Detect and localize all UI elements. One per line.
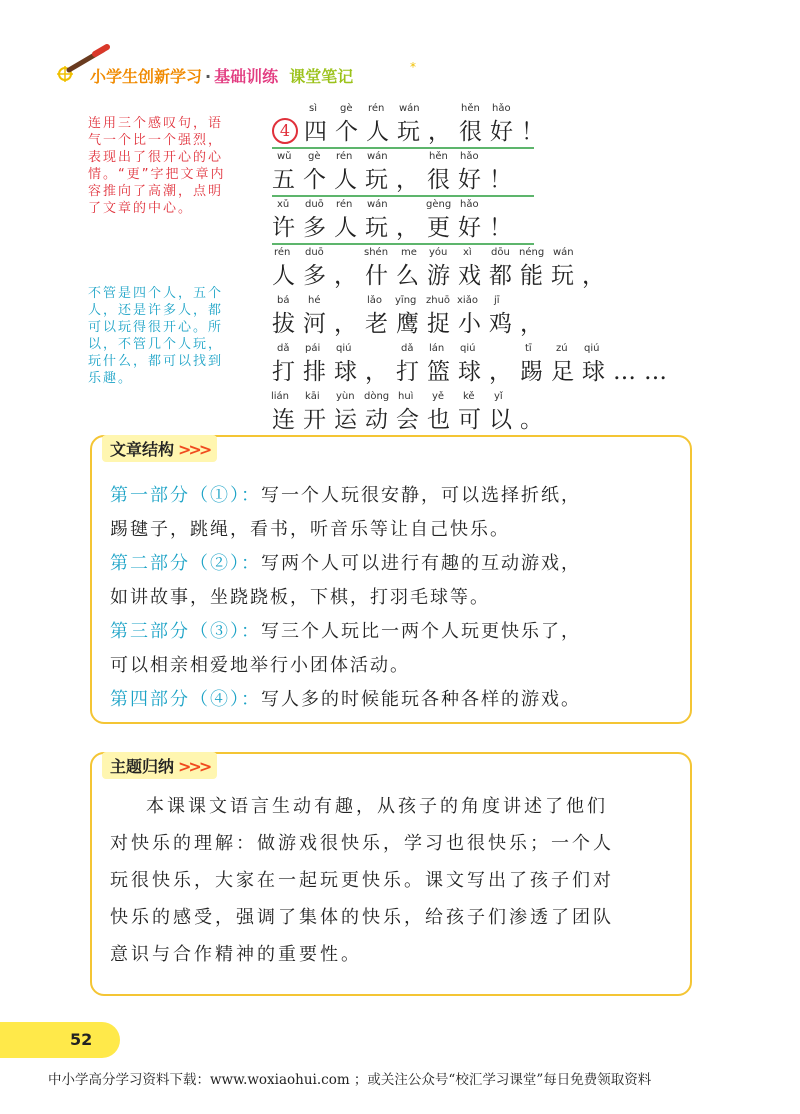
pinyin-syllable: qiú (460, 343, 476, 354)
poem-text (272, 309, 692, 339)
pinyin-syllable: kāi (305, 391, 320, 402)
header-star: * (410, 60, 416, 74)
theme-line: 意识与合作精神的重要性。 (110, 944, 362, 965)
pinyin-syllable: rén (368, 103, 385, 114)
underline (272, 195, 534, 197)
poem-line (272, 343, 692, 387)
poem-line (272, 151, 692, 195)
poem-text (272, 261, 692, 291)
margin-note-blue: 不管是四个人，五个人，还是许多人，都可以玩得很开心。所以，不管几个人玩，玩什么，都可以找到乐趣。 (88, 286, 224, 386)
pinyin-syllable: xì (463, 247, 472, 258)
pinyin-row (272, 151, 692, 165)
underline (272, 243, 534, 245)
pinyin-row (272, 103, 692, 117)
pinyin-syllable: duō (305, 199, 324, 210)
poem-line-text: 四个人玩，很好！ (304, 119, 552, 145)
part-label: 第二部分（②）： (110, 553, 261, 574)
pinyin-syllable: zhuō (426, 295, 451, 306)
part-text: 如讲故事，坐跷跷板，下棋，打羽毛球等。 (110, 587, 490, 608)
theme-line: 玩很快乐，大家在一起玩更快乐。课文写出了孩子们对 (110, 870, 614, 891)
structure-label (102, 435, 217, 462)
pinyin-syllable: hěn (461, 103, 480, 114)
pinyin-syllable: bá (277, 295, 290, 306)
poem-line-text: 许多人玩，更好！ (272, 215, 520, 241)
pinyin-syllable: wán (399, 103, 420, 114)
pinyin-syllable: tī (525, 343, 532, 354)
part-label: 第一部分（①）： (110, 485, 261, 506)
chevrons-icon: >>> (178, 757, 210, 776)
pinyin-syllable: wán (367, 151, 388, 162)
part-label: 第三部分（③）： (110, 621, 261, 642)
header-title-part2: 基础训练 (214, 67, 279, 86)
header-title-part3: 课堂笔记 (289, 67, 354, 86)
pinyin-syllable: dǎ (277, 343, 290, 354)
pinyin-syllable: qiú (336, 343, 352, 354)
pinyin-syllable: néng (519, 247, 545, 258)
pinyin-syllable: me (401, 247, 417, 258)
underline (272, 147, 534, 149)
theme-box (90, 752, 692, 996)
pinyin-syllable: rén (274, 247, 291, 258)
poem-line (272, 247, 692, 291)
pinyin-syllable: huì (398, 391, 414, 402)
pinyin-syllable: yóu (429, 247, 448, 258)
poem-line-text: 连开运动会也可以。 (272, 407, 551, 433)
margin-note-red: 连用三个感叹句，语气一个比一个强烈，表现出了很开心的心情。“更”字把文章内容推向了高潮，点明了文章的中心。 (88, 116, 226, 216)
pinyin-syllable: yùn (336, 391, 355, 402)
poem-line (272, 391, 692, 435)
theme-line: 对快乐的理解：做游戏很快乐，学习也很快乐；一个人 (110, 833, 614, 854)
pinyin-syllable: dōu (491, 247, 510, 258)
pinyin-syllable: lián (271, 391, 290, 402)
structure-line (110, 583, 490, 609)
theme-label (102, 752, 217, 779)
pinyin-syllable: wǔ (277, 151, 292, 162)
part-text: 踢毽子，跳绳，看书，听音乐等让自己快乐。 (110, 519, 510, 540)
pinyin-syllable: gè (340, 103, 353, 114)
structure-line (110, 617, 581, 643)
structure-line (110, 549, 581, 575)
pinyin-syllable: kě (463, 391, 475, 402)
part-label: 第四部分（④）： (110, 689, 261, 710)
pinyin-syllable: wán (553, 247, 574, 258)
poem-line-text: 打排球，打篮球，踢足球…… (272, 359, 675, 385)
pinyin-row (272, 199, 692, 213)
pinyin-syllable: hǎo (460, 199, 479, 210)
footer-text: 中小学高分学习资料下载：www.woxiaohui.com ；或关注公众号“校汇学习课堂”每日免费领取资料 (48, 1072, 652, 1088)
pinyin-syllable: dòng (364, 391, 390, 402)
pinyin-syllable: yě (432, 391, 445, 402)
pinyin-syllable: rén (336, 199, 353, 210)
theme-label-text: 主题归纳 (110, 757, 175, 776)
structure-box (90, 435, 692, 724)
pinyin-syllable: xǔ (277, 199, 290, 210)
poem-line (272, 199, 692, 243)
part-text: 写三个人玩比一两个人玩更快乐了， (261, 621, 581, 642)
pinyin-syllable: hěn (429, 151, 448, 162)
pinyin-row (272, 391, 692, 405)
pinyin-syllable: dǎ (401, 343, 414, 354)
pinyin-syllable: yīng (395, 295, 417, 306)
poem-line (272, 103, 692, 147)
pinyin-row (272, 247, 692, 261)
chevrons-icon: >>> (178, 440, 210, 459)
poem-text (272, 357, 692, 387)
pinyin-syllable: xiǎo (457, 295, 478, 306)
poem-line-text: 人多，什么游戏都能玩， (272, 263, 613, 289)
poem-line-text: 拔河，老鹰捉小鸡， (272, 311, 551, 337)
structure-line (110, 651, 410, 677)
part-text: 可以相亲相爱地举行小团体活动。 (110, 655, 410, 676)
poem-line-text: 五个人玩，很好！ (272, 167, 520, 193)
poem-text (272, 405, 692, 435)
pinyin-syllable: lán (429, 343, 445, 354)
pinyin-syllable: duō (305, 247, 324, 258)
part-text: 写一个人玩很安静，可以选择折纸， (261, 485, 581, 506)
pinyin-syllable: gè (308, 151, 321, 162)
page-number-tab (0, 1022, 120, 1058)
pinyin-syllable: rén (336, 151, 353, 162)
structure-line (110, 481, 581, 507)
header-title-part1: 小学生创新学习 (90, 67, 203, 86)
pinyin-syllable: wán (367, 199, 388, 210)
theme-line: 快乐的感受，强调了集体的快乐，给孩子们渗透了团队 (110, 907, 614, 928)
header-separator: · (205, 67, 212, 86)
header-title (90, 64, 353, 87)
pinyin-syllable: yǐ (494, 391, 503, 402)
structure-line (110, 685, 581, 711)
pinyin-syllable: zú (556, 343, 568, 354)
poem-text (272, 117, 692, 147)
part-text: 写人多的时候能玩各种各样的游戏。 (261, 689, 581, 710)
part-text: 写两个人可以进行有趣的互动游戏， (261, 553, 581, 574)
pinyin-syllable: hǎo (460, 151, 479, 162)
poem-text (272, 213, 692, 243)
pinyin-syllable: jī (494, 295, 500, 306)
pinyin-syllable: pái (305, 343, 321, 354)
pinyin-row (272, 295, 692, 309)
pinyin-syllable: sì (309, 103, 317, 114)
poem-text (272, 165, 692, 195)
pinyin-row (272, 343, 692, 357)
pinyin-syllable: shén (364, 247, 389, 258)
pinyin-syllable: hǎo (492, 103, 511, 114)
poem-line (272, 295, 692, 339)
pinyin-syllable: hé (308, 295, 321, 306)
pinyin-syllable: qiú (584, 343, 600, 354)
structure-label-text: 文章结构 (110, 440, 175, 459)
pinyin-syllable: gèng (426, 199, 452, 210)
paragraph-number-badge: 4 (272, 118, 298, 144)
pinyin-syllable: lǎo (367, 295, 383, 306)
theme-line: 本课课文语言生动有趣，从孩子的角度讲述了他们 (146, 796, 608, 817)
structure-line (110, 515, 510, 541)
page-number: 52 (70, 1030, 93, 1049)
